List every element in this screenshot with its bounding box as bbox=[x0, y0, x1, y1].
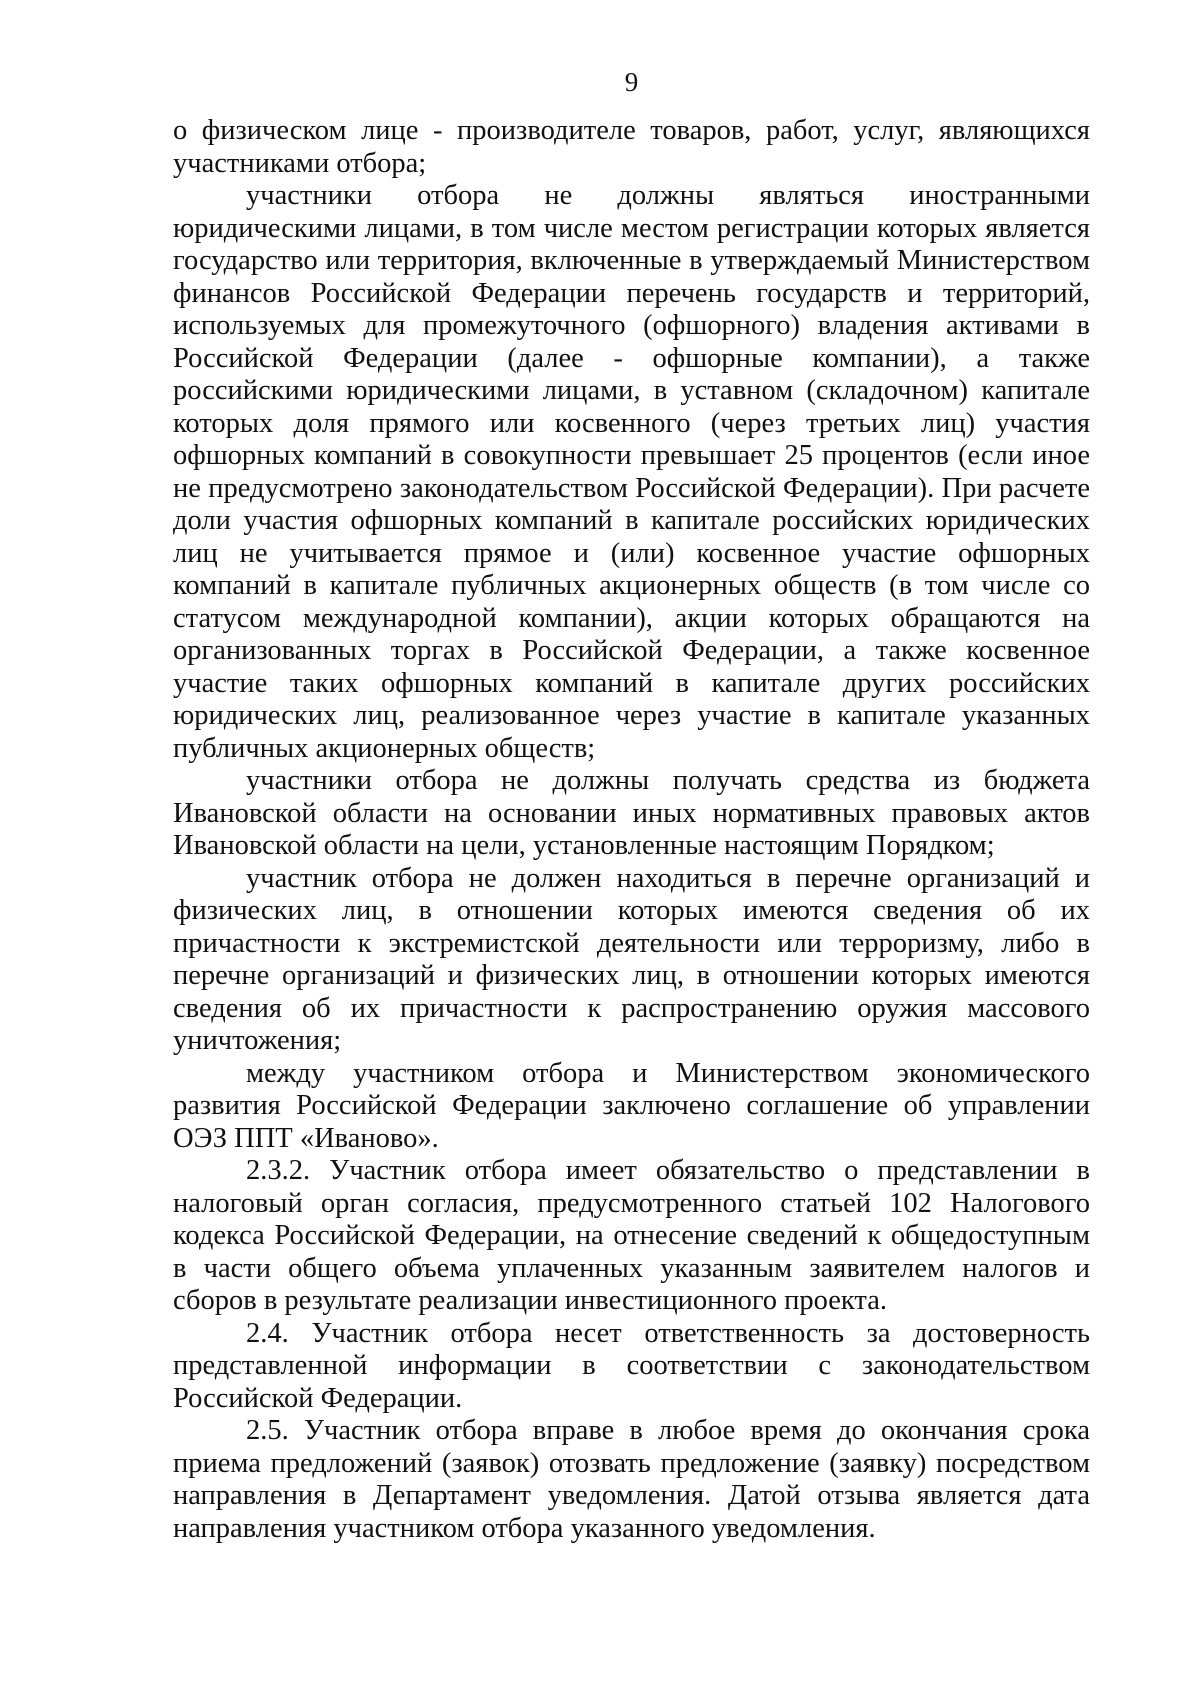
page-number: 9 bbox=[624, 67, 639, 97]
paragraph-2-3-2: 2.3.2. Участник отбора имеет обязательство о представлении в налоговый орган согласия, предусмотренного статьей 102 Налогового кодекса Российской Федерации, на отнесение сведений к общедоступным в части общего объема уплаченных указанным заявителем налогов и сборов в результате реализации инвестиционного проекта. bbox=[173, 1155, 1090, 1316]
paragraph-2-5: 2.5. Участник отбора вправе в любое время до окончания срока приема предложений (заявок) отозвать предложение (заявку) посредством направления в Департамент уведомления. Датой отзыва является дата направления участником отбора указанного уведомления. bbox=[173, 1415, 1090, 1544]
paragraph-offshore-requirement: участники отбора не должны являться иностранными юридическими лицами, в том числе местом регистрации которых является государство или территория, включенные в утверждаемый Министерством финансов Российской Федерации перечень государств и территорий, используемых для промежуточного (офшорного) владения активами в Российской Федерации (далее - офшорные компании), а также российскими юридическими лицами, в уставном (складочном) капитале которых доля прямого или косвенного (через третьих лиц) участия офшорных компаний в совокупности превышает 25 процентов (если иное не предусмотрено законодательством Российской Федерации). При расчете доли участия офшорных компаний в капитале российских юридических лиц не учитывается прямое и (или) косвенное участие офшорных компаний в капитале публичных акционерных обществ (в том числе со статусом международной компании), акции которых обращаются на организованных торгах в Российской Федерации, а также косвенное участие таких офшорных компаний в капитале других российских юридических лиц, реализованное через участие в капитале указанных публичных акционерных обществ; bbox=[173, 180, 1090, 764]
document-body bbox=[173, 115, 1090, 1545]
paragraph-offshore-continuation: о физическом лице - производителе товаров, работ, услуг, являющихся участниками отбора; bbox=[173, 115, 1090, 179]
paragraph-extremism-list-requirement: участник отбора не должен находиться в перечне организаций и физических лиц, в отношении которых имеются сведения об их причастности к экстремистской деятельности или терроризму, либо в перечне организаций и физических лиц, в отношении которых имеются сведения об их причастности к распространению оружия массового уничтожения; bbox=[173, 862, 1090, 1056]
paragraph-2-4: 2.4. Участник отбора несет ответственность за достоверность представленной информации в соответствии с законодательством Российской Федерации. bbox=[173, 1317, 1090, 1414]
paragraph-oez-agreement: между участником отбора и Министерством экономического развития Российской Федерации заключено соглашение об управлении ОЭЗ ППТ «Иваново». bbox=[173, 1057, 1090, 1154]
paragraph-budget-funds-requirement: участники отбора не должны получать средства из бюджета Ивановской области на основании иных нормативных правовых актов Ивановской области на цели, установленные настоящим Порядком; bbox=[173, 765, 1090, 861]
